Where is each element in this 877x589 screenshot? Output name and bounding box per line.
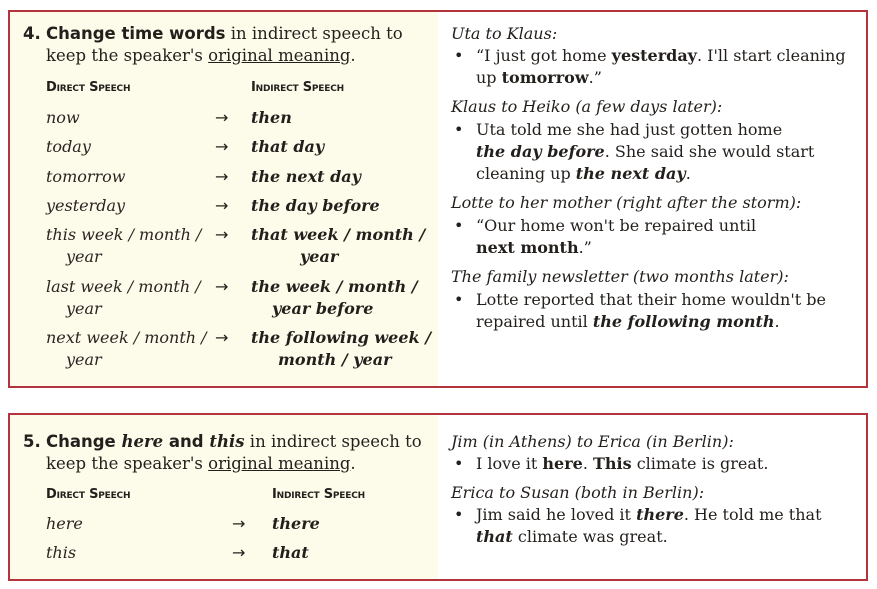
direct-word: here	[46, 514, 83, 533]
section-4-rules-panel	[10, 12, 438, 386]
direct-word: today	[46, 137, 91, 156]
section-number: 5.	[23, 432, 41, 451]
bullet-icon: •	[454, 505, 464, 524]
example-text: Uta told me she had just gotten home	[476, 120, 783, 139]
heading-text: keep the speaker's	[46, 454, 209, 473]
direct-word-cont: year	[66, 350, 102, 369]
example-text: the day before. She said she would start	[476, 142, 815, 161]
heading-bold: Change time words	[46, 24, 226, 43]
indirect-word-cont: year	[300, 247, 339, 266]
indirect-word: that week / month /	[251, 225, 426, 244]
heading-bold: and	[163, 432, 210, 451]
arrow-icon: →	[215, 328, 229, 347]
section-4-box	[8, 10, 868, 388]
indirect-word: the day before	[251, 196, 380, 215]
arrow-icon: →	[215, 225, 229, 244]
example-context: Erica to Susan (both in Berlin):	[451, 483, 705, 502]
section-5-heading-line2	[46, 453, 356, 475]
column-header-indirect: Indirect Speech	[272, 487, 365, 502]
bullet-icon: •	[454, 120, 464, 139]
direct-word: now	[46, 108, 80, 127]
example-text: I love it here. This climate is great.	[476, 454, 769, 473]
example-text: that climate was great.	[476, 527, 668, 546]
direct-word: this	[46, 543, 77, 562]
direct-word: this week / month /	[46, 225, 202, 244]
example-context: Uta to Klaus:	[451, 24, 558, 43]
example-context: The family newsletter (two months later):	[451, 267, 789, 286]
example-text: up tomorrow.”	[476, 68, 602, 87]
example-context: Lotte to her mother (right after the storm):	[451, 193, 802, 212]
example-text: cleaning up the next day.	[476, 164, 691, 183]
heading-text: in indirect speech to	[244, 432, 422, 451]
example-text: Lotte reported that their home wouldn't be	[476, 290, 826, 309]
bullet-icon: •	[454, 454, 464, 473]
indirect-word: then	[251, 108, 292, 127]
direct-word: tomorrow	[46, 167, 126, 186]
heading-bold-italic: here	[121, 432, 164, 451]
heading-text: keep the speaker's	[46, 46, 209, 65]
example-text: “I just got home yesterday. I'll start cleaning	[476, 46, 846, 65]
heading-text: in indirect speech to	[225, 24, 403, 43]
section-5-box	[8, 413, 868, 581]
example-text: Jim said he loved it there. He told me that	[476, 505, 822, 524]
section-4-heading	[23, 23, 403, 45]
bullet-icon: •	[454, 290, 464, 309]
arrow-icon: →	[215, 137, 229, 156]
indirect-word: that	[272, 543, 309, 562]
arrow-icon: →	[215, 196, 229, 215]
heading-underline: original meaning	[208, 46, 351, 65]
arrow-icon: →	[232, 543, 246, 562]
heading-underline: original meaning	[208, 454, 351, 473]
bullet-icon: •	[454, 46, 464, 65]
heading-bold: Change	[46, 432, 122, 451]
example-text: repaired until the following month.	[476, 312, 780, 331]
indirect-word: that day	[251, 137, 325, 156]
column-header-direct: Direct Speech	[46, 80, 131, 95]
heading-period: .	[350, 46, 356, 65]
section-4-examples-panel	[438, 12, 866, 386]
section-5-rules-panel	[10, 415, 438, 579]
column-header-indirect: Indirect Speech	[251, 80, 344, 95]
arrow-icon: →	[215, 167, 229, 186]
section-4-heading-line2	[46, 45, 356, 67]
direct-word: last week / month /	[46, 277, 201, 296]
heading-period: .	[350, 454, 356, 473]
section-5-heading	[23, 431, 422, 453]
arrow-icon: →	[215, 108, 229, 127]
column-header-direct: Direct Speech	[46, 487, 131, 502]
example-text: “Our home won't be repaired until	[476, 216, 757, 235]
direct-word: next week / month /	[46, 328, 207, 347]
heading-bold-italic: this	[209, 432, 245, 451]
indirect-word: the following week /	[251, 328, 432, 347]
indirect-word: the week / month /	[251, 277, 418, 296]
example-context: Klaus to Heiko (a few days later):	[451, 97, 723, 116]
example-context: Jim (in Athens) to Erica (in Berlin):	[451, 432, 734, 451]
direct-word: yesterday	[46, 196, 126, 215]
direct-word-cont: year	[66, 247, 102, 266]
direct-word-cont: year	[66, 299, 102, 318]
indirect-word: the next day	[251, 167, 361, 186]
indirect-word: there	[272, 514, 320, 533]
section-number: 4.	[23, 24, 41, 43]
arrow-icon: →	[232, 514, 246, 533]
example-text: next month.”	[476, 238, 592, 257]
arrow-icon: →	[215, 277, 229, 296]
section-5-examples-panel	[438, 415, 866, 579]
bullet-icon: •	[454, 216, 464, 235]
indirect-word-cont: year before	[272, 299, 374, 318]
indirect-word-cont: month / year	[278, 350, 392, 369]
